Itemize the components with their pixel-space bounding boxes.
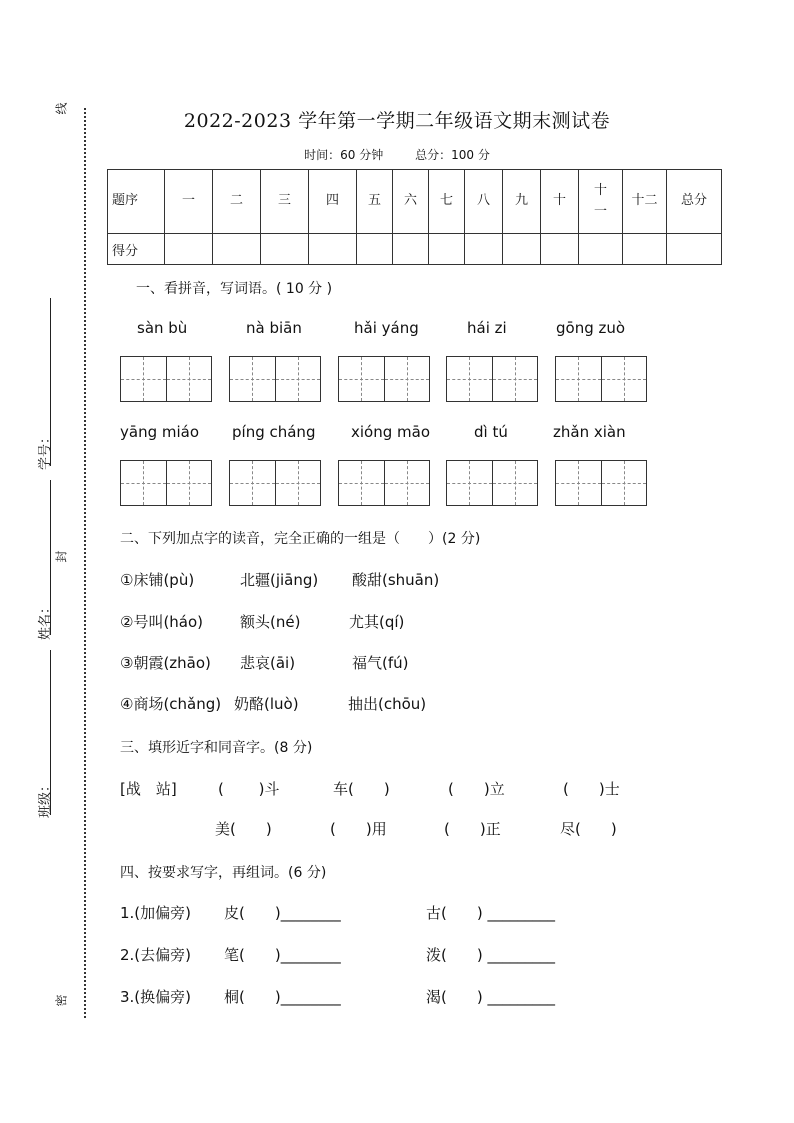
q4-answer-b[interactable]: 渴( ) _________ [426,988,555,1006]
score-header-cell: 五 [357,170,393,234]
q2-option-item: ②号叫(háo) [120,613,204,631]
q2-option-item: 福气(fú) [352,654,409,672]
pinyin-label: dì tú [474,423,508,441]
q3-fill-item[interactable]: ( )斗 [218,780,280,798]
q4-row-label: 3.(换偏旁) [120,988,192,1006]
q4-answer-a[interactable]: 皮( )________ [224,904,341,922]
q2-option-item: 尤其(qí) [349,613,405,631]
pinyin-label: yāng miáo [120,423,200,441]
score-header-cell: 一 [165,170,213,234]
grid-cell[interactable] [447,357,493,401]
pinyin-label: hǎi yáng [354,319,419,337]
pinyin-label: hái zi [467,319,507,337]
student-id-label: 学号： [38,430,53,470]
writing-grid[interactable] [229,356,321,402]
q2-option-item: ③朝霞(zhāo) [120,654,211,672]
score-cell[interactable] [393,234,429,265]
score-cell[interactable] [261,234,309,265]
score-cell[interactable] [503,234,541,265]
writing-grid[interactable] [555,460,647,506]
writing-grid[interactable] [229,460,321,506]
q2-option-item: 奶酪(luò) [234,695,299,713]
grid-cell[interactable] [602,357,647,401]
writing-grid[interactable] [555,356,647,402]
score-cell[interactable] [541,234,579,265]
q3-fill-item[interactable]: 尽( ) [560,820,617,838]
grid-cell[interactable] [447,461,493,505]
grid-cell[interactable] [493,357,538,401]
grid-cell[interactable] [385,461,430,505]
grid-cell[interactable] [276,357,321,401]
q4-answer-a[interactable]: 笔( )________ [224,946,341,964]
binding-dotted-line [84,108,86,1018]
score-cell[interactable] [667,234,722,265]
score-cell[interactable] [623,234,667,265]
grid-cell[interactable] [167,461,212,505]
grid-cell[interactable] [230,461,276,505]
score-header-cell: 题序 [108,170,165,234]
score-header-cell: 八 [465,170,503,234]
writing-grid[interactable] [120,356,212,402]
grid-cell[interactable] [339,461,385,505]
score-header-cell: 总分 [667,170,722,234]
score-cell[interactable] [357,234,393,265]
grid-cell[interactable] [276,461,321,505]
q2-option-item: 悲哀(āi) [240,654,296,672]
grid-cell[interactable] [121,461,167,505]
q2-option-item: ①床铺(pù) [120,571,195,589]
q2-option-item: 酸甜(shuān) [352,571,440,589]
q4-answer-b[interactable]: 古( ) _________ [426,904,555,922]
score-cell[interactable] [579,234,623,265]
q4-answer-a[interactable]: 桐( )________ [224,988,341,1006]
grid-cell[interactable] [602,461,647,505]
exam-time: 时间：60 分钟 [304,148,384,162]
grid-cell[interactable] [121,357,167,401]
pinyin-label: zhǎn xiàn [553,423,626,441]
q3-fill-item: [战 站] [120,780,177,798]
score-header-cell: 十二 [623,170,667,234]
writing-grid[interactable] [446,460,538,506]
q4-row-label: 2.(去偏旁) [120,946,192,964]
score-table [107,169,722,265]
score-header-cell: 四 [309,170,357,234]
q3-fill-item[interactable]: 美( ) [215,820,272,838]
q4-row-label: 1.(加偏旁) [120,904,192,922]
pinyin-label: xióng māo [351,423,430,441]
writing-grid[interactable] [446,356,538,402]
score-header-cell: 六 [393,170,429,234]
q3-fill-item[interactable]: ( )正 [444,820,501,838]
writing-grid[interactable] [120,460,212,506]
score-header-cell: 三 [261,170,309,234]
score-cell[interactable] [309,234,357,265]
grid-cell[interactable] [385,357,430,401]
grid-cell[interactable] [167,357,212,401]
score-row-label: 得分 [108,234,165,265]
class-label: 班级： [38,778,53,818]
score-cell[interactable] [429,234,465,265]
exam-total: 总分：100 分 [415,148,490,162]
q1-heading: 一、看拼音，写词语。( 10 分 ) [136,281,333,297]
score-cell[interactable] [213,234,261,265]
q2-option-item: 额头(né) [240,613,301,631]
q3-fill-item[interactable]: ( )立 [448,780,505,798]
q4-heading: 四、按要求写字，再组词。(6 分) [120,865,327,881]
q3-fill-item[interactable]: 车( ) [333,780,390,798]
score-cell[interactable] [165,234,213,265]
score-header-cell: 九 [503,170,541,234]
margin-mark-mi: 密 [54,994,69,1007]
pinyin-label: nà biān [246,319,302,337]
score-header-cell: 十 一 [579,170,623,234]
student-id-field[interactable] [50,298,51,466]
margin-mark-feng: 封 [54,550,69,563]
grid-cell[interactable] [339,357,385,401]
q2-heading: 二、下列加点字的读音，完全正确的一组是（ ）(2 分) [120,531,481,547]
grid-cell[interactable] [556,461,602,505]
page-title: 2022-2023 学年第一学期二年级语文期末测试卷 [183,110,611,132]
writing-grid[interactable] [338,356,430,402]
student-name-field[interactable] [50,480,51,635]
pinyin-label: sàn bù [137,319,188,337]
pinyin-label: píng cháng [232,423,316,441]
q4-answer-b[interactable]: 泼( ) _________ [426,946,555,964]
pinyin-label: gōng zuò [556,319,626,337]
score-header-cell: 七 [429,170,465,234]
score-cell[interactable] [465,234,503,265]
grid-cell[interactable] [230,357,276,401]
writing-grid[interactable] [338,460,430,506]
student-name-label: 姓名： [38,600,53,640]
exam-meta [0,146,794,163]
q2-option-item: ④商场(chǎng) [120,695,222,713]
score-header-cell: 十 [541,170,579,234]
q3-heading: 三、填形近字和同音字。(8 分) [120,740,313,756]
q2-option-item: 北疆(jiāng) [240,571,319,589]
q2-option-item: 抽出(chōu) [348,695,427,713]
grid-cell[interactable] [493,461,538,505]
class-field[interactable] [50,650,51,815]
score-header-cell: 二 [213,170,261,234]
margin-mark-xian: 线 [54,102,69,115]
q3-fill-item[interactable]: ( )用 [330,820,387,838]
grid-cell[interactable] [556,357,602,401]
q3-fill-item[interactable]: ( )士 [563,780,620,798]
